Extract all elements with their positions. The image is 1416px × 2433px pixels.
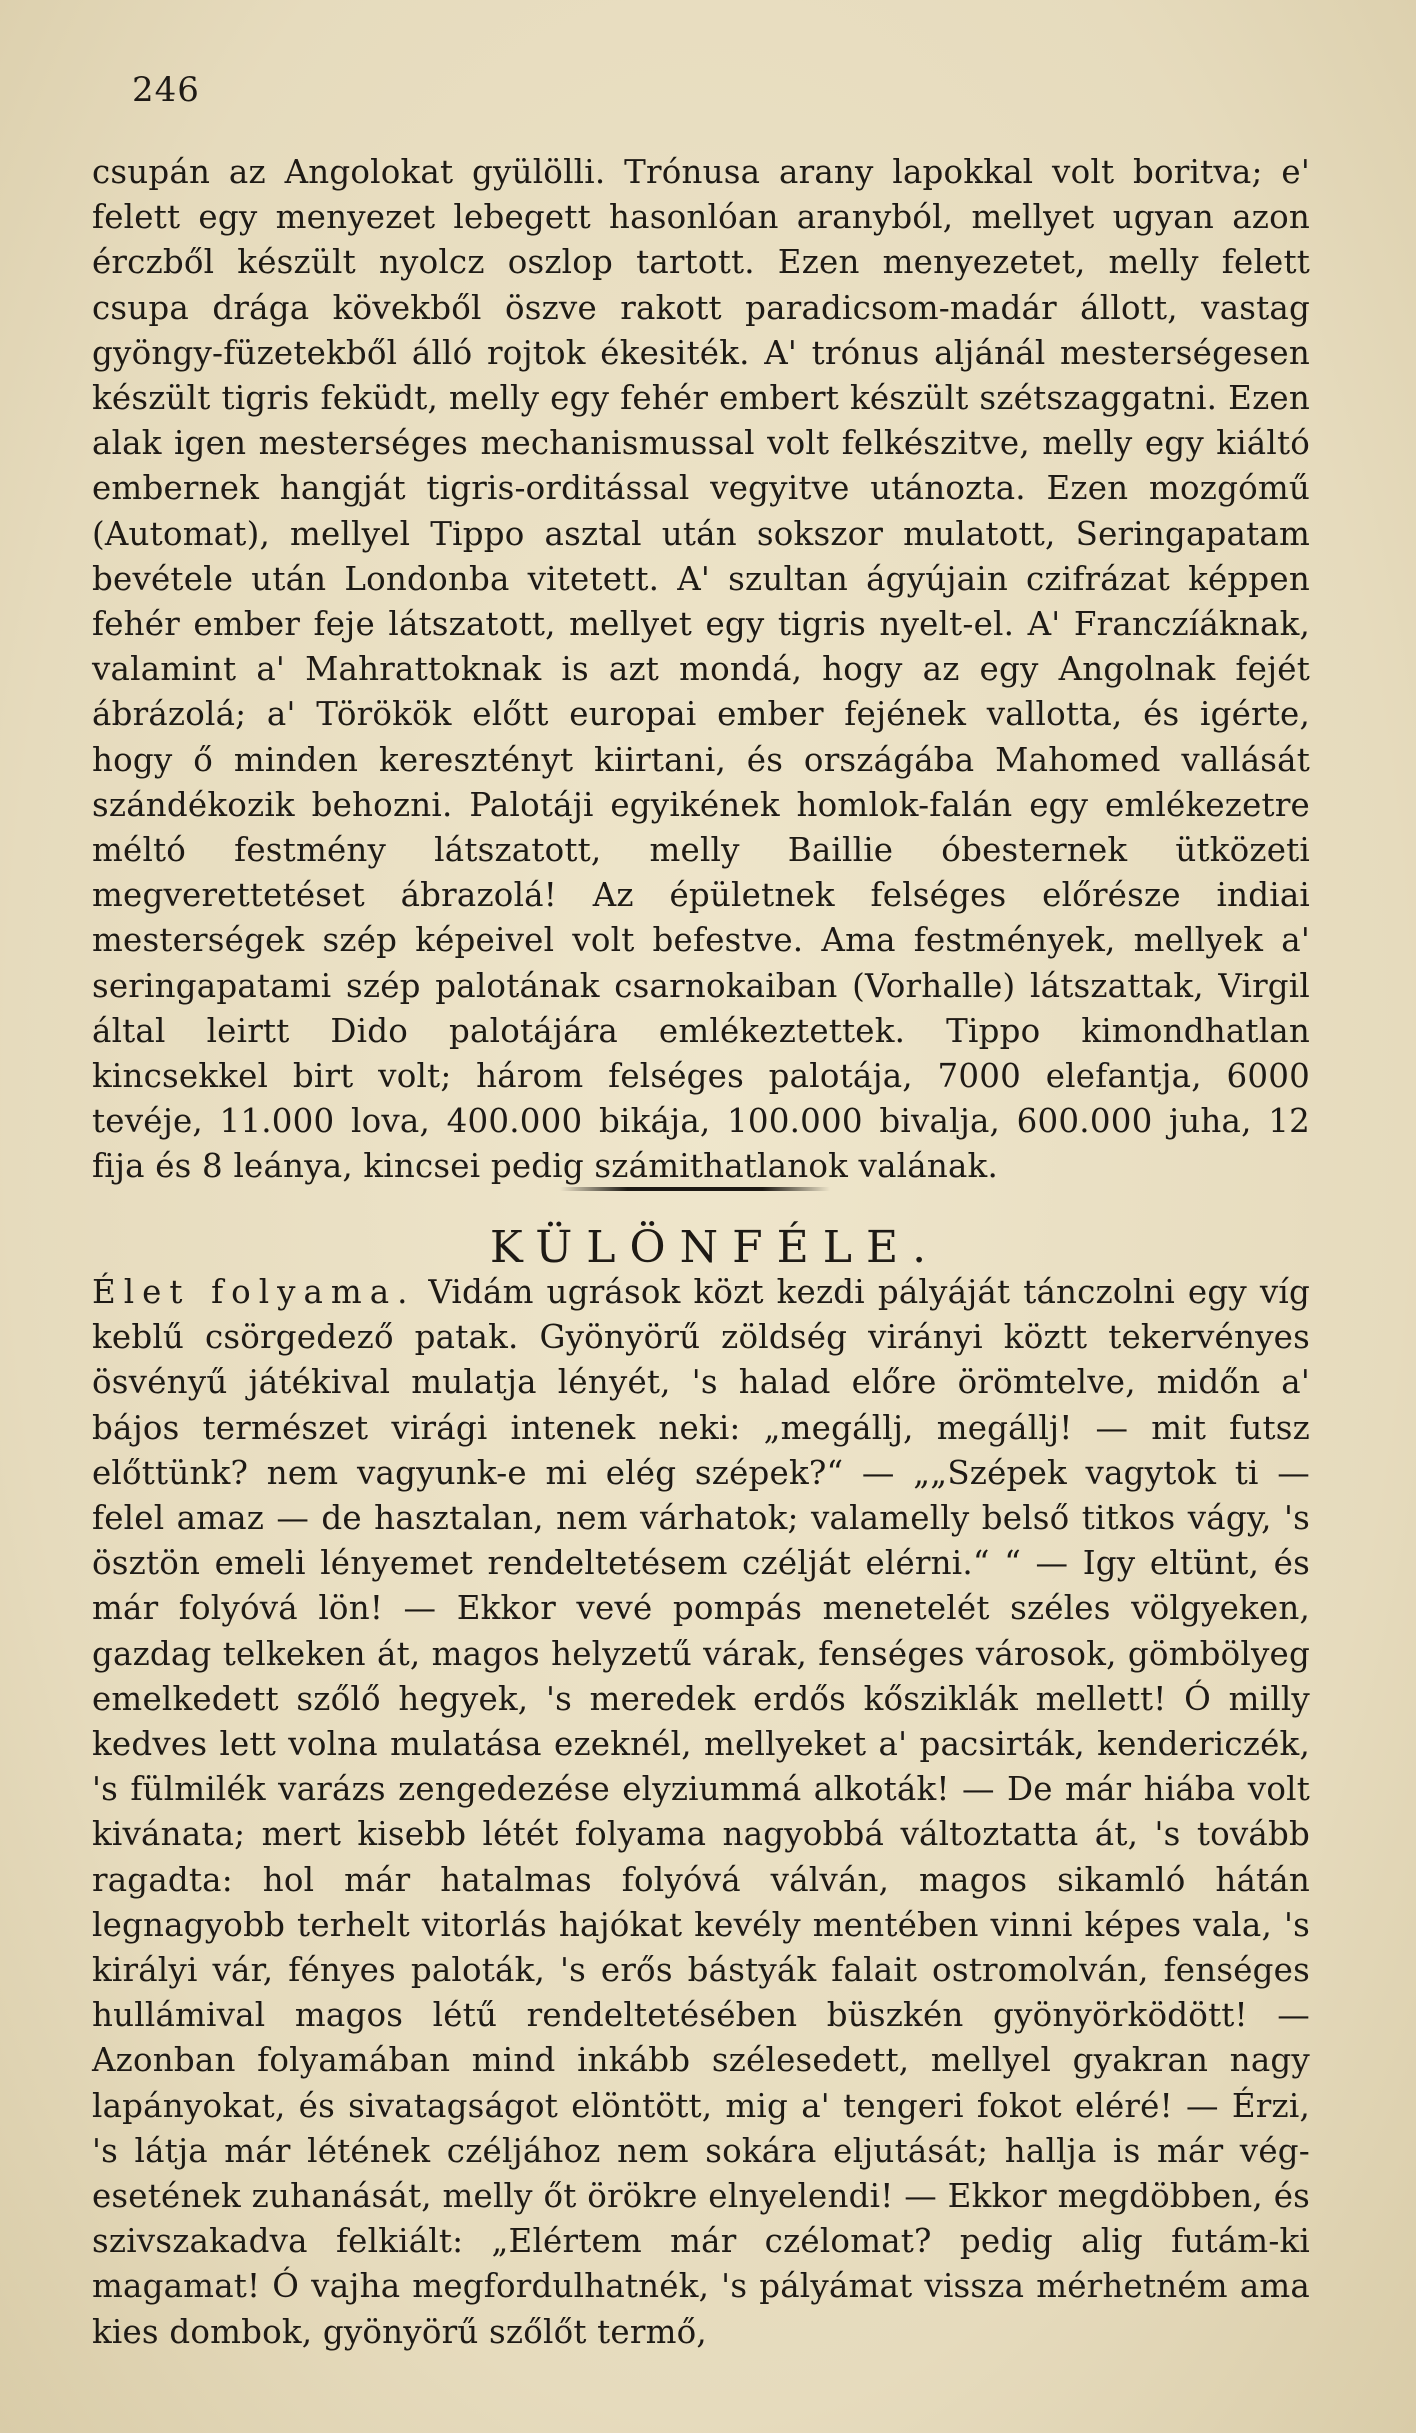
section-lead: Élet folyama. bbox=[92, 1273, 416, 1311]
section-divider bbox=[560, 1187, 830, 1191]
section-text: Vidám ugrások közt kezdi pályáját tánczolni egy víg keblű csörgedező patak. Gyönyörű zöldség virányi köztt tekervényes ösvényű játékival mulatja lényét, 's halad előre örömtelve, midőn a' bájos természet virági intenek neki: „megállj, megállj! — mit futsz előttünk? nem vagyunk-e mi elég szépek?“ — „„Szépek vagytok ti — felel amaz — de hasztalan, nem várhatok; valamelly belső titkos vágy, 's ösztön emeli lényemet rendeltetésem czélját elérni.“ “ — Igy eltünt, és már folyóvá lön! — Ekkor vevé pompás menetelét széles völgyeken, gazdag telkeken át, magos helyzetű várak, fenséges városok, gömbölyeg emelkedett szőlő hegyek, 's meredek erdős kősziklák mellett! Ó milly kedves lett volna mulatása ezeknél, mellyeket a' pacsirták, kendericzék, 's fülmilék varázs zengedezése elyziummá alkoták! — De már hiába volt kivánata; mert kisebb létét folyama nagyobbá változtatta át, 's tovább ragadta: hol már hatalmas folyóvá válván, magos sikamló hátán legnagyobb terhelt vitorlás hajókat kevély mentében vinni képes vala, 's királyi vár, fényes paloták, 's erős bástyák falait ostromolván, fenséges hullámival magos létű rendeltetésében büszkén gyönyörködött! — Azonban folyamában mind inkább szélesedett, mellyel gyakran nagy lapányokat, és sivatagságot elöntött, mig a' tengeri fokot eléré! — Érzi, 's látja már létének czéljához nem sokára eljutását; hallja is már vég-esetének zuhanását, melly őt örökre elnyelendi! — Ekkor megdöbben, és szivszakadva felkiált: „Elértem már czélomat? pedig alig futám-ki magamat! Ó vajha megfordulhatnék, 's pályámat vissza mérhetném ama kies dombok, gyönyörű szőlőt termő, bbox=[92, 1273, 1310, 2351]
section-body bbox=[92, 1270, 1310, 2355]
section-heading: KÜLÖNFÉLE. bbox=[489, 1222, 941, 1273]
article-text: csupán az Angolokat gyülölli. Trónusa arany lapokkal volt boritva; e' felett egy menyezet lebegett hasonlóan aranyból, mellyet ugyan azon érczből készült nyolcz oszlop tartott. Ezen menyezetet, melly felett csupa drága kövekből öszve rakott paradicsom-madár állott, vastag gyöngy-füzetekből álló rojtok ékesiték. A' trónus aljánál mesterségesen készült tigris feküdt, melly egy fehér embert készült szétszaggatni. Ezen alak igen mesterséges mechanismussal volt felkészitve, melly egy kiáltó embernek hangját tigris-orditással vegyitve utánozta. Ezen mozgómű (Automat), mellyel Tippo asztal után sokszor mulatott, Seringapatam bevétele után Londonba vitetett. A' szultan ágyújain czifrázat képpen fehér ember feje látszatott, mellyet egy tigris nyelt-el. A' Franczíáknak, valamint a' Mahrattoknak is azt mondá, hogy az egy Angolnak fejét ábrázolá; a' Törökök előtt europai ember fejének vallotta, és igérte, hogy ő minden keresztényt kiirtani, és országába Mahomed vallását szándékozik behozni. Palotáji egyikének homlok-falán egy emlékezetre méltó festmény látszatott, melly Baillie óbesternek ütközeti megverettetéset ábrazolá! Az épületnek felséges előrésze indiai mesterségek szép képeivel volt befestve. Ama festmények, mellyek a' seringapatami szép palotának csarnokaiban (Vorhalle) látszattak, Virgil által leirtt Dido palotájára emlékeztettek. Tippo kimondhatlan kincsekkel birt volt; három felséges palotája, 7000 elefantja, 6000 tevéje, 11.000 lova, 400.000 bikája, 100.000 bivalja, 600.000 juha, 12 fija és 8 leánya, kincsei pedig számithatlanok valának. bbox=[92, 153, 1310, 1186]
page-number: 246 bbox=[132, 70, 200, 110]
